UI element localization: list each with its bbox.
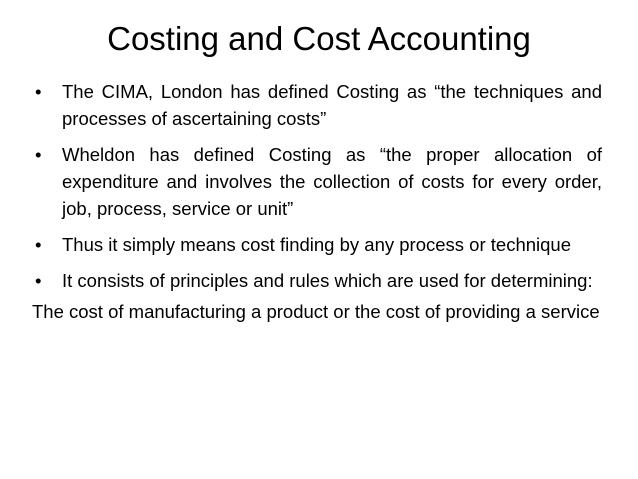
bullet-icon: •	[35, 234, 42, 255]
bullet-text: Wheldon has defined Costing as “the proper allocation of expenditure and involves the collection of costs for every order, job, process, service or unit”	[62, 144, 602, 219]
trailing-paragraph: The cost of manufacturing a product or the cost of providing a service	[32, 301, 600, 322]
bullet-item	[32, 78, 602, 132]
slide-body	[32, 78, 602, 325]
bullet-icon: •	[35, 81, 42, 102]
bullet-item	[32, 267, 602, 294]
bullet-text: It consists of principles and rules which are used for determining:	[62, 270, 593, 291]
bullet-item	[32, 141, 602, 222]
bullet-icon: •	[35, 270, 42, 291]
bullet-item	[32, 231, 602, 258]
bullet-text: The CIMA, London has defined Costing as “the techniques and processes of ascertaining costs”	[62, 81, 602, 129]
bullet-text: Thus it simply means cost finding by any process or technique	[62, 234, 571, 255]
bullet-icon: •	[35, 144, 42, 165]
slide-title: Costing and Cost Accounting	[107, 20, 531, 57]
